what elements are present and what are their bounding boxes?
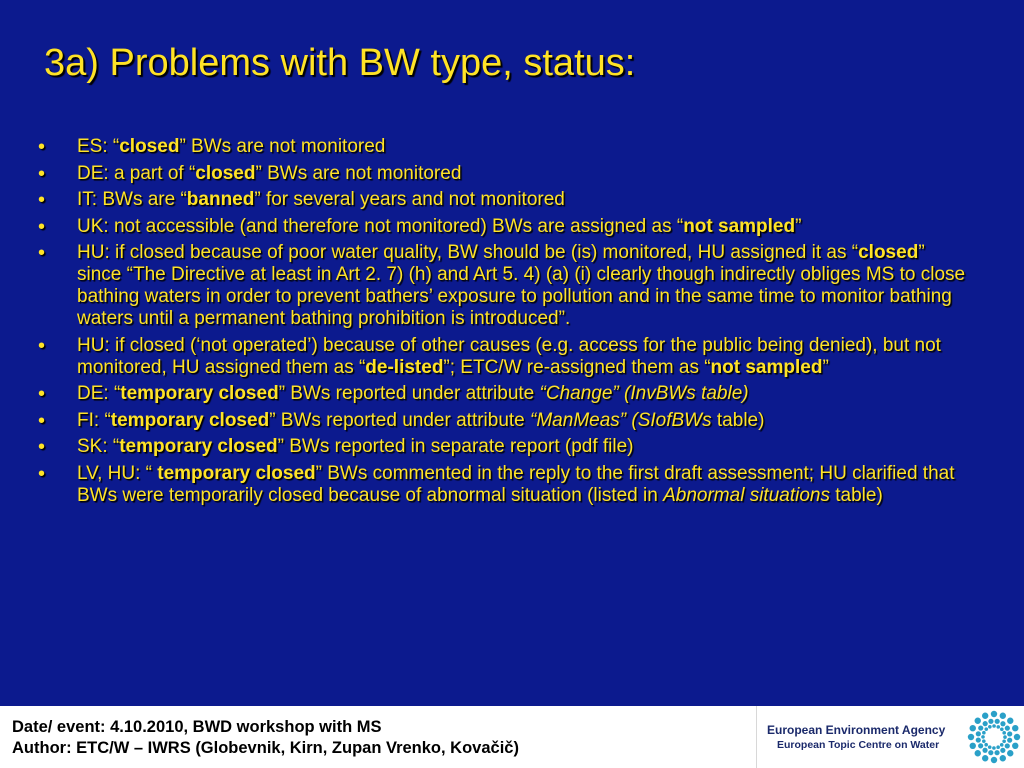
logo-dot	[982, 713, 988, 719]
logo-dot	[1003, 735, 1007, 739]
bullet-emphasis: temporary closed	[120, 383, 279, 404]
logo-dot	[1000, 721, 1005, 726]
bullet-italic: “ManMeas” (SIofBWs	[530, 409, 712, 431]
logo-dot	[984, 727, 988, 731]
footer-date-event: Date/ event: 4.10.2010, BWD workshop with MS	[12, 718, 382, 736]
logo-dot	[996, 725, 1000, 729]
logo-dot	[982, 731, 986, 735]
logo-dot	[970, 725, 976, 731]
logo-dot	[996, 745, 1000, 749]
bullet-emphasis: temporary closed	[157, 462, 316, 484]
bullet-emphasis: closed	[195, 162, 256, 184]
logo-dot	[988, 745, 992, 749]
bullet-dot-icon: •	[38, 436, 46, 458]
footer	[0, 706, 1024, 768]
eea-branding	[756, 706, 1024, 768]
bullet-text: ” since “The Directive at least in Art 2. 7) (h) and Art 5. 4) (a) (i) clearly though indirectly obliges MS to close bathing waters in order to prevent bathers’ exposure to pollution and in the same time to monitor bathing waters until a permanent bathing prohibition is introduced”.	[77, 242, 966, 329]
logo-dot	[1005, 743, 1010, 748]
logo-dot	[978, 743, 983, 748]
bullet-text: ” BWs reported in separate report (pdf file)	[277, 436, 634, 457]
bullet-text: ”; ETC/W re-assigned them as “	[443, 356, 711, 378]
bullet-dot-icon: •	[38, 215, 46, 238]
logo-dot	[970, 743, 976, 749]
bullet-emphasis: closed	[858, 242, 919, 263]
bullet-text: ” BWs commented in the reply to the first draft assessment; HU clarified that BWs were temporarily closed because of abnormal situation (listed in	[77, 462, 955, 506]
footer-author: Author: ETC/W – IWRS (Globevnik, Kirn, Zupan Vrenko, Kovačič)	[12, 739, 519, 757]
bullet-text: table)	[711, 409, 765, 431]
logo-dot	[988, 725, 992, 729]
footer-text	[12, 717, 519, 759]
bullet-emphasis: closed	[119, 136, 180, 157]
bullet-item	[38, 463, 968, 507]
logo-dot	[1000, 748, 1005, 753]
logo-dot	[982, 739, 986, 743]
bullet-item	[38, 383, 968, 405]
bullet-text: ” BWs reported under attribute	[269, 409, 531, 431]
logo-dot	[1000, 713, 1006, 719]
bullet-item	[38, 436, 968, 458]
logo-dot	[975, 750, 981, 756]
bullet-dot-icon: •	[38, 409, 46, 432]
logo-dot	[991, 757, 997, 763]
bullet-item	[38, 216, 968, 238]
bullet-text: DE: “	[77, 383, 121, 404]
bullet-italic: Abnormal situations	[663, 484, 830, 506]
bullet-item	[38, 242, 968, 330]
bullet-text: HU: if closed (‘not operated’) because of other causes (e.g. access for the public being denied), but not monitored, HU assigned them as “	[77, 334, 941, 378]
bullet-item	[38, 163, 968, 185]
bullet-text: FI: “	[77, 409, 111, 431]
bullet-text: ” BWs reported under attribute	[278, 383, 540, 404]
bullet-dot-icon: •	[38, 383, 46, 405]
bullet-dot-icon: •	[38, 242, 46, 264]
bullet-item	[38, 136, 968, 158]
bullet-emphasis: not sampled	[683, 215, 796, 237]
bullet-dot-icon: •	[38, 136, 46, 158]
logo-dot	[976, 731, 981, 736]
logo-dot	[982, 755, 988, 761]
logo-dot	[992, 746, 996, 750]
logo-dot	[981, 735, 985, 739]
bullet-text: IT: BWs are “	[77, 189, 187, 210]
slide-title: 3a) Problems with BW type, status:	[44, 42, 636, 84]
logo-dot	[988, 719, 993, 724]
bullet-text: ES: “	[77, 136, 120, 157]
logo-dot	[992, 724, 996, 728]
bullet-text: UK: not accessible (and therefore not monitored) BWs are assigned as “	[77, 215, 684, 237]
logo-dot	[968, 734, 974, 740]
bullet-text: LV, HU: “	[77, 462, 158, 484]
logo-dot	[983, 721, 988, 726]
bullet-emphasis: de-listed	[365, 356, 444, 378]
logo-dot	[1007, 750, 1013, 756]
logo-dot	[978, 725, 983, 730]
logo-dot	[1014, 734, 1020, 740]
logo-dot	[1012, 743, 1018, 749]
bullet-text: ” BWs are not monitored	[255, 162, 462, 184]
bullet-emphasis: banned	[186, 189, 255, 210]
agency-subtitle: European Topic Centre on Water	[777, 739, 940, 751]
bullet-item	[38, 189, 968, 211]
logo-dot	[982, 748, 987, 753]
logo-dot	[995, 719, 1000, 724]
logo-center	[988, 731, 1000, 743]
bullet-emphasis: not sampled	[710, 356, 823, 378]
logo-dot	[988, 750, 993, 755]
bullet-text: HU: if closed because of poor water quality, BW should be (is) monitored, HU assigned it as “	[77, 242, 859, 263]
logo-dot	[1012, 725, 1018, 731]
logo-dot	[1005, 726, 1010, 731]
bullet-dot-icon: •	[38, 162, 46, 185]
bullet-dot-icon: •	[38, 334, 46, 357]
logo-dot	[991, 711, 997, 717]
logo-dot	[1000, 743, 1004, 747]
agency-name: European Environment Agency	[767, 723, 946, 737]
bullet-list	[38, 136, 968, 511]
bullet-item	[38, 335, 968, 379]
bullet-text: DE: a part of “	[77, 162, 196, 184]
logo-dot	[1002, 739, 1006, 743]
bullet-dot-icon: •	[38, 462, 46, 485]
logo-dot	[1007, 738, 1012, 743]
logo-dot	[1000, 755, 1006, 761]
bullet-text: SK: “	[77, 436, 120, 457]
logo-dot	[1007, 731, 1012, 736]
bullet-text: table)	[829, 484, 883, 506]
bullet-text: ”	[822, 356, 829, 378]
bullet-text: ” for several years and not monitored	[254, 189, 565, 210]
bullet-item	[38, 410, 968, 432]
bullet-dot-icon: •	[38, 189, 46, 211]
bullet-emphasis: temporary closed	[119, 436, 278, 457]
logo-dot	[975, 718, 981, 724]
logo-dot	[1002, 731, 1006, 735]
logo-dot	[984, 743, 988, 747]
logo-dot	[1007, 718, 1013, 724]
eea-sun-logo-icon	[967, 710, 1021, 764]
logo-dot	[1000, 727, 1004, 731]
bullet-emphasis: temporary closed	[110, 409, 270, 431]
bullet-text: ”	[795, 215, 802, 237]
logo-dot	[994, 750, 999, 755]
logo-dot	[976, 737, 981, 742]
bullet-italic: “Change” (InvBWs table)	[539, 383, 749, 404]
bullet-text: ” BWs are not monitored	[179, 136, 386, 157]
